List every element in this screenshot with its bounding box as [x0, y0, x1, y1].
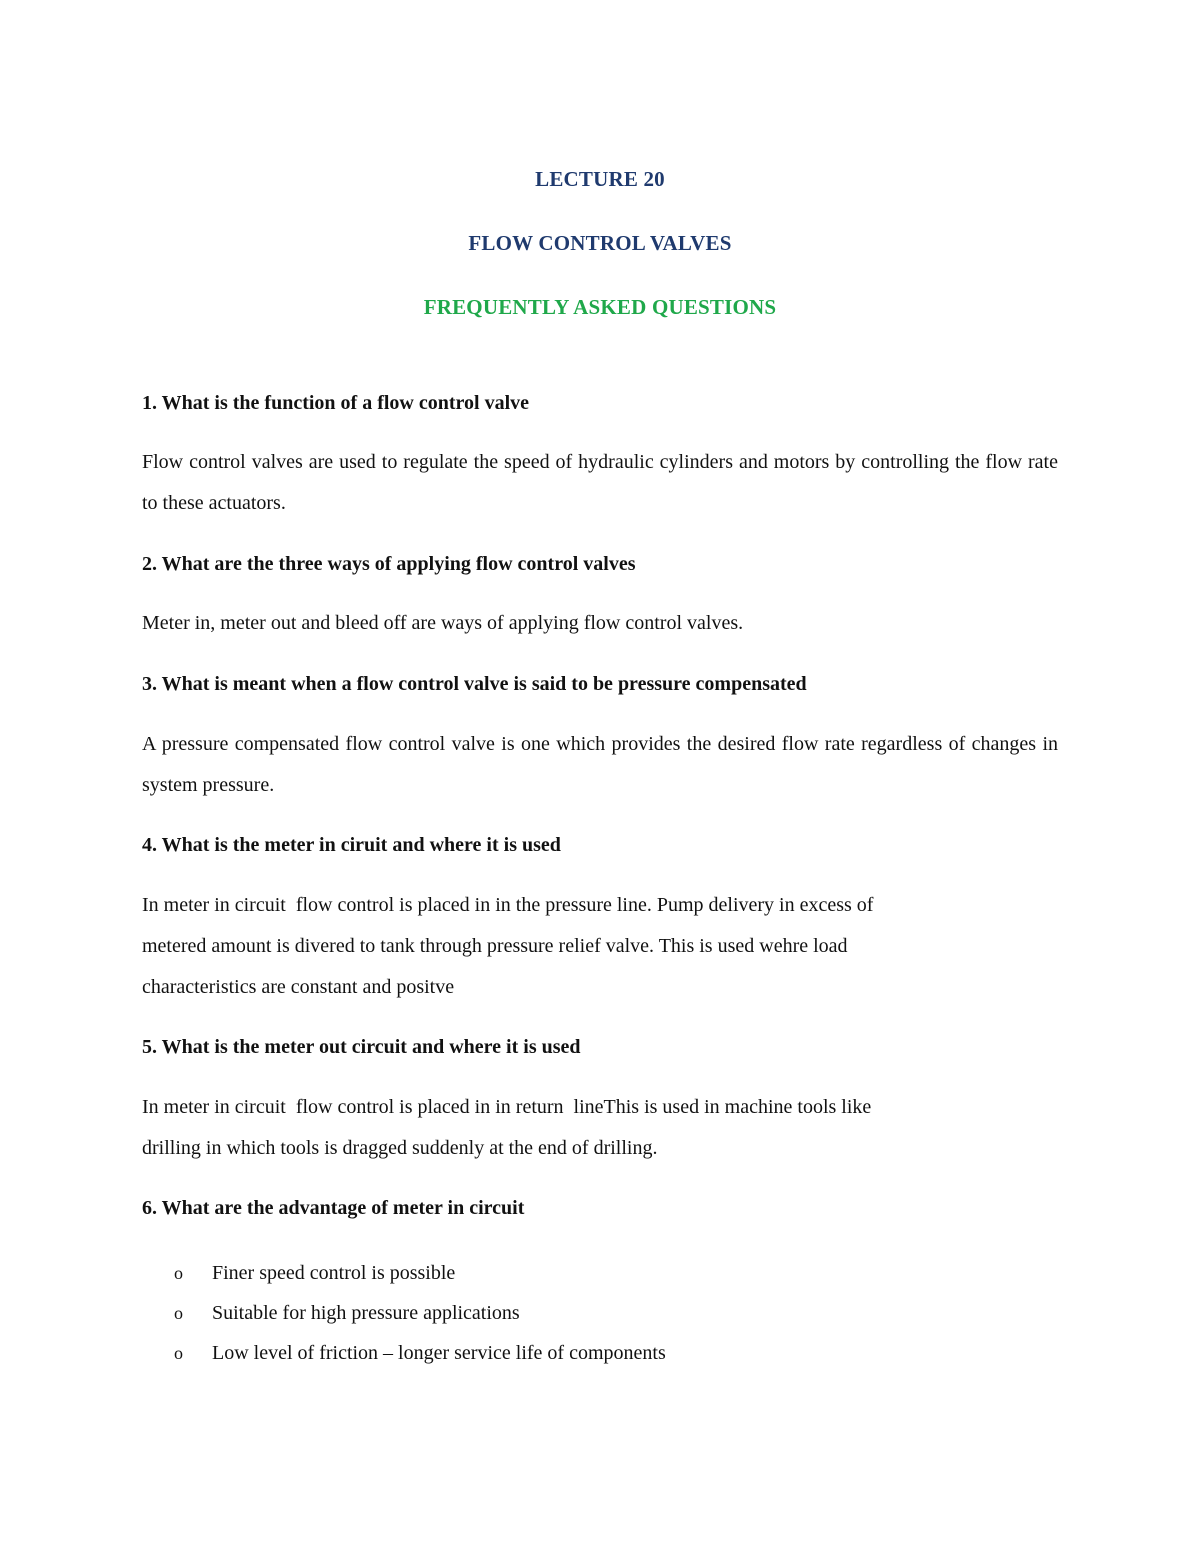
lecture-title: LECTURE 20	[535, 167, 665, 191]
list-item	[142, 1253, 1042, 1293]
answer-4	[142, 885, 1058, 1008]
list-item-text: Low level of friction – longer service life of components	[212, 1342, 666, 1364]
question-6: 6. What are the advantage of meter in circuit	[142, 1197, 525, 1219]
bullet-marker: o	[174, 1343, 183, 1363]
question-1: 1. What is the function of a flow control valve	[142, 392, 530, 414]
bullet-marker: o	[174, 1263, 183, 1283]
faq-title: FREQUENTLY ASKED QUESTIONS	[423, 295, 777, 319]
bullet-marker: o	[174, 1303, 183, 1323]
question-4: 4. What is the meter in ciruit and where it is used	[142, 834, 561, 856]
question-3: 3. What is meant when a flow control valve is said to be pressure compensated	[142, 673, 807, 695]
answer-3: A pressure compensated flow control valve is one which provides the desired flow rate regardless of changes in system pressure.	[142, 733, 1058, 796]
answer-5-line-2: drilling in which tools is dragged suddenly at the end of drilling.	[142, 1137, 658, 1159]
topic-title: FLOW CONTROL VALVES	[468, 231, 732, 255]
list-item	[142, 1293, 1042, 1333]
list-item-text: Suitable for high pressure applications	[212, 1302, 520, 1324]
advantages-list	[142, 1253, 1042, 1373]
question-2: 2. What are the three ways of applying flow control valves	[142, 553, 636, 575]
answer-4-line-1: In meter in circuit flow control is placed in in the pressure line. Pump delivery in excess of	[142, 894, 874, 916]
answer-1: Flow control valves are used to regulate the speed of hydraulic cylinders and motors by controlling the flow rate to these actuators.	[142, 451, 1058, 514]
answer-4-line-3: characteristics are constant and positve	[142, 976, 455, 998]
answer-5-line-1: In meter in circuit flow control is placed in in return lineThis is used in machine tools like	[142, 1096, 872, 1118]
list-item	[142, 1333, 1042, 1373]
question-5: 5. What is the meter out circuit and where it is used	[142, 1036, 581, 1058]
answer-2: Meter in, meter out and bleed off are ways of applying flow control valves.	[142, 612, 744, 634]
list-item-text: Finer speed control is possible	[212, 1262, 456, 1284]
answer-4-line-2: metered amount is divered to tank through pressure relief valve. This is used wehre load	[142, 935, 848, 957]
answer-5	[142, 1087, 1058, 1169]
